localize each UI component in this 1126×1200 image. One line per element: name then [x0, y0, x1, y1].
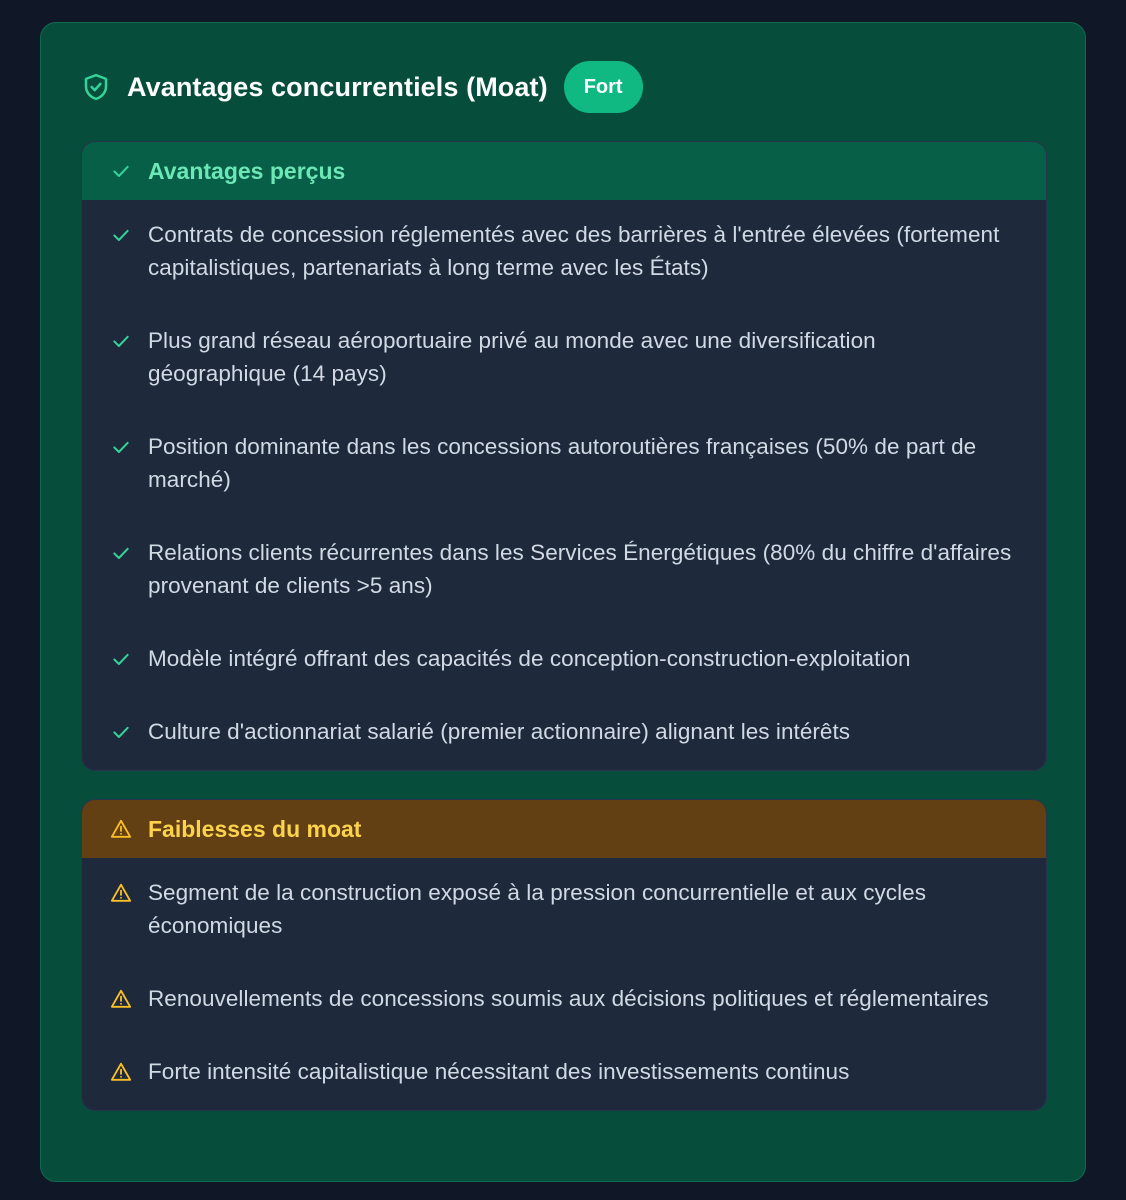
- check-icon: [110, 715, 132, 748]
- strength-item: [110, 218, 1018, 284]
- strength-text: Position dominante dans les concessions autoroutières françaises (50% de part de marché): [148, 434, 977, 492]
- weakness-text: Forte intensité capitalistique nécessitant des investissements continus: [148, 1059, 850, 1084]
- strength-text: Relations clients récurrentes dans les Services Énergétiques (80% du chiffre d'affaires provenant de clients >5 ans): [148, 540, 1012, 598]
- warning-triangle-icon: [110, 1055, 132, 1088]
- strength-item: [110, 430, 1018, 496]
- weakness-text: Segment de la construction exposé à la pression concurrentielle et aux cycles économiques: [148, 880, 927, 938]
- check-icon: [110, 536, 132, 569]
- moat-card: [40, 22, 1086, 1182]
- moat-rating-badge: Fort: [564, 61, 643, 113]
- warning-triangle-icon: [110, 818, 132, 840]
- strength-text: Contrats de concession réglementés avec des barrières à l'entrée élevées (fortement capitalistiques, partenariats à long terme avec les États): [148, 222, 1000, 280]
- shield-check-icon: [81, 72, 111, 102]
- weaknesses-list: [82, 858, 1046, 1110]
- weakness-item: [110, 1055, 1018, 1088]
- strengths-header: [82, 142, 1046, 200]
- check-icon: [110, 430, 132, 463]
- strength-item: [110, 642, 1018, 675]
- weaknesses-header: [82, 800, 1046, 858]
- weaknesses-panel: [81, 799, 1047, 1111]
- check-icon: [110, 324, 132, 357]
- moat-header: [81, 61, 1045, 113]
- weakness-item: [110, 982, 1018, 1015]
- strength-item: [110, 715, 1018, 748]
- strength-text: Plus grand réseau aéroportuaire privé au monde avec une diversification géographique (14 pays): [148, 328, 876, 386]
- check-icon: [110, 642, 132, 675]
- strengths-panel: [81, 141, 1047, 771]
- strengths-title: Avantages perçus: [148, 157, 346, 184]
- strength-item: [110, 536, 1018, 602]
- weaknesses-title: Faiblesses du moat: [148, 815, 362, 842]
- moat-title: Avantages concurrentiels (Moat): [127, 71, 548, 102]
- check-icon: [110, 160, 132, 182]
- strength-text: Modèle intégré offrant des capacités de conception-construction-exploitation: [148, 646, 911, 671]
- check-icon: [110, 218, 132, 251]
- strengths-list: [82, 200, 1046, 770]
- weakness-text: Renouvellements de concessions soumis aux décisions politiques et réglementaires: [148, 986, 989, 1011]
- warning-triangle-icon: [110, 876, 132, 909]
- strength-item: [110, 324, 1018, 390]
- strength-text: Culture d'actionnariat salarié (premier actionnaire) alignant les intérêts: [148, 719, 851, 744]
- warning-triangle-icon: [110, 982, 132, 1015]
- weakness-item: [110, 876, 1018, 942]
